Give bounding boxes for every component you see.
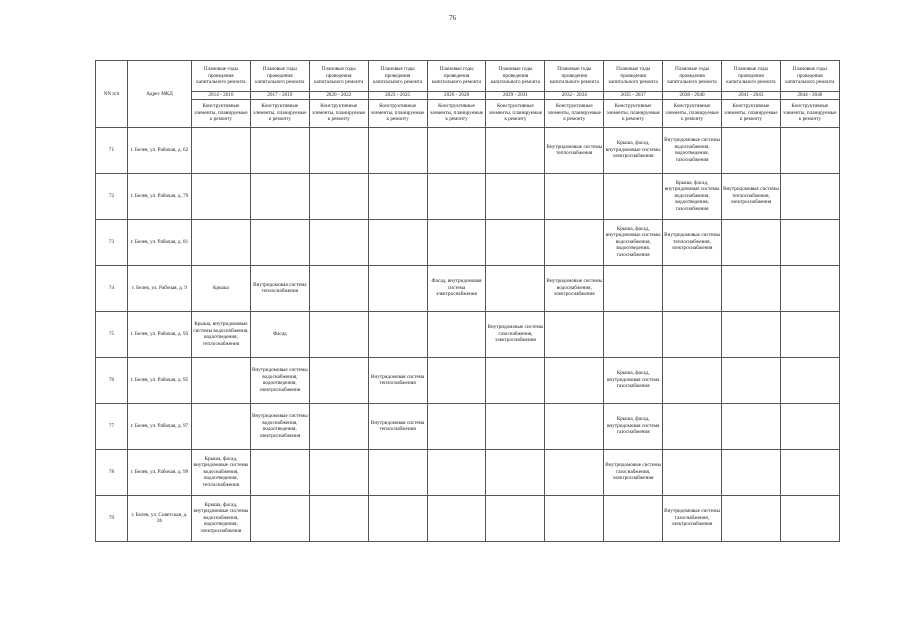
repair-elements-cell xyxy=(722,311,781,357)
table-row xyxy=(96,265,840,311)
repair-elements-cell xyxy=(250,219,309,265)
repair-elements-cell xyxy=(427,173,486,219)
header-period-title: Плановые годы проведения капитального ремонта xyxy=(722,61,781,92)
repair-elements-cell xyxy=(486,173,545,219)
repair-elements-cell xyxy=(192,127,251,173)
repair-elements-cell: Внутридомовые системы водоснабжения, водоотведения, газоснабжения xyxy=(663,127,722,173)
repair-elements-cell xyxy=(427,219,486,265)
table-row xyxy=(96,495,840,541)
repair-elements-cell xyxy=(309,265,368,311)
header-nn: NN п/п xyxy=(96,61,128,128)
row-address: г. Белев, ул. Рабочая, д. 95 xyxy=(128,357,192,403)
header-period-title: Плановые годы проведения капитального ремонта xyxy=(663,61,722,92)
repair-elements-cell xyxy=(192,403,251,449)
header-period-title: Плановые годы проведения капитального ремонта xyxy=(427,61,486,92)
repair-elements-cell xyxy=(780,357,839,403)
header-elements-title: Конструктивные элементы, планируемые к ремонту xyxy=(722,99,781,127)
repair-elements-cell xyxy=(368,311,427,357)
capital-repair-schedule-table xyxy=(95,60,840,542)
repair-elements-cell xyxy=(663,311,722,357)
repair-elements-cell: Внутридомовые системы теплоснабжения xyxy=(545,127,604,173)
repair-elements-cell: Крыша, внутридомовые системы водоснабжения, водоотведения, теплоснабжения xyxy=(192,311,251,357)
repair-elements-cell: Внутридомовые системы газоснабжения, электроснабжения xyxy=(663,495,722,541)
header-period-title: Плановые годы проведения капитального ремонта xyxy=(604,61,663,92)
header-elements-title: Конструктивные элементы, планируемые к ремонту xyxy=(427,99,486,127)
table-row xyxy=(96,311,840,357)
repair-elements-cell xyxy=(309,173,368,219)
repair-elements-cell xyxy=(486,449,545,495)
repair-elements-cell: Внутридомовые системы водоснабжения, водоотведения, электроснабжения xyxy=(250,403,309,449)
repair-elements-cell xyxy=(309,403,368,449)
repair-elements-cell xyxy=(427,127,486,173)
repair-elements-cell: Крыша, фасад, внутридомовые системы электроснабжения xyxy=(604,127,663,173)
repair-elements-cell: Внутридомовые системы теплоснабжения, электроснабжения xyxy=(663,219,722,265)
row-number: 75 xyxy=(96,311,128,357)
header-period-years: 2032 - 2034 xyxy=(545,92,604,100)
repair-elements-cell: Крыша, фасад, внутридомовые системы водоснабжения, водоотведения, газоснабжения xyxy=(604,219,663,265)
repair-elements-cell xyxy=(486,357,545,403)
header-address: Адрес МКД xyxy=(128,61,192,128)
repair-elements-cell xyxy=(486,265,545,311)
header-period-years: 2029 - 2031 xyxy=(486,92,545,100)
repair-elements-cell: Внутридомовая система теплоснабжения xyxy=(368,403,427,449)
row-number: 72 xyxy=(96,173,128,219)
header-elements-title: Конструктивные элементы, планируемые к ремонту xyxy=(309,99,368,127)
header-elements-title: Конструктивные элементы, планируемые к ремонту xyxy=(250,99,309,127)
repair-elements-cell: Внутридомовая система теплоснабжения xyxy=(368,357,427,403)
repair-elements-cell xyxy=(250,495,309,541)
repair-elements-cell xyxy=(722,219,781,265)
repair-elements-cell xyxy=(722,265,781,311)
header-period-title: Плановые годы проведения капитального ремонта xyxy=(545,61,604,92)
header-period-years: 2035 - 2037 xyxy=(604,92,663,100)
repair-elements-cell xyxy=(250,127,309,173)
repair-elements-cell: Внутридомовые системы водоснабжения, водоотведения, электроснабжения xyxy=(250,357,309,403)
row-address: г. Белев, ул. Рабочая, д. 9 xyxy=(128,265,192,311)
row-number: 73 xyxy=(96,219,128,265)
repair-elements-cell xyxy=(722,357,781,403)
header-period-title: Плановые годы проведения капитального ремонта xyxy=(309,61,368,92)
repair-elements-cell xyxy=(604,495,663,541)
repair-elements-cell xyxy=(780,403,839,449)
header-period-years: 2026 - 2028 xyxy=(427,92,486,100)
header-row-period-titles xyxy=(96,61,840,92)
row-number: 74 xyxy=(96,265,128,311)
repair-elements-cell xyxy=(780,219,839,265)
repair-elements-cell xyxy=(545,357,604,403)
repair-elements-cell xyxy=(309,219,368,265)
repair-elements-cell: Крыша xyxy=(192,265,251,311)
row-address: г. Белев, ул. Рабочая, д. 79 xyxy=(128,173,192,219)
repair-elements-cell: Крыша, фасад, внутридомовые системы водоснабжения, водоотведения, теплоснабжения xyxy=(192,449,251,495)
repair-elements-cell xyxy=(368,173,427,219)
repair-elements-cell xyxy=(780,449,839,495)
row-address: г. Белев, ул. Рабочая, д. 99 xyxy=(128,449,192,495)
row-number: 71 xyxy=(96,127,128,173)
repair-elements-cell xyxy=(545,449,604,495)
repair-elements-cell xyxy=(368,449,427,495)
repair-elements-cell xyxy=(309,495,368,541)
repair-elements-cell xyxy=(427,449,486,495)
header-row-periods xyxy=(96,92,840,100)
header-elements-title: Конструктивные элементы, планируемые к ремонту xyxy=(486,99,545,127)
page-number: 76 xyxy=(449,14,456,22)
header-period-years: 2041 - 2043 xyxy=(722,92,781,100)
row-address: г. Белев, ул. Рабочая, д. 93 xyxy=(128,311,192,357)
header-period-years: 2044 - 2046 xyxy=(780,92,839,100)
repair-elements-cell xyxy=(368,127,427,173)
repair-elements-cell xyxy=(250,173,309,219)
repair-elements-cell xyxy=(309,127,368,173)
header-period-years: 2014 - 2016 xyxy=(192,92,251,100)
repair-elements-cell xyxy=(545,403,604,449)
repair-elements-cell xyxy=(604,311,663,357)
repair-elements-cell xyxy=(486,127,545,173)
repair-elements-cell xyxy=(663,449,722,495)
repair-elements-cell xyxy=(250,449,309,495)
repair-elements-cell xyxy=(192,357,251,403)
table-row xyxy=(96,449,840,495)
repair-elements-cell: Внутридомовые системы теплоснабжения, электроснабжения xyxy=(722,173,781,219)
repair-elements-cell xyxy=(309,449,368,495)
repair-elements-cell xyxy=(192,173,251,219)
repair-elements-cell xyxy=(368,219,427,265)
row-address: г. Белев, ул. Советская, д. 26 xyxy=(128,495,192,541)
header-period-title: Плановые годы проведения капитального ремонта xyxy=(780,61,839,92)
header-elements-title: Конструктивные элементы, планируемые к ремонту xyxy=(780,99,839,127)
repair-elements-cell xyxy=(722,127,781,173)
repair-elements-cell xyxy=(545,311,604,357)
repair-elements-cell xyxy=(663,265,722,311)
repair-elements-cell xyxy=(427,311,486,357)
table-row xyxy=(96,403,840,449)
repair-elements-cell: Фасад, внутридомовая система электроснабжения xyxy=(427,265,486,311)
table-row xyxy=(96,127,840,173)
header-period-years: 2020 - 2022 xyxy=(309,92,368,100)
header-elements-title: Конструктивные элементы, планируемые к ремонту xyxy=(604,99,663,127)
repair-elements-cell xyxy=(722,449,781,495)
header-elements-title: Конструктивные элементы, планируемые к ремонту xyxy=(192,99,251,127)
repair-elements-cell xyxy=(368,265,427,311)
header-elements-title: Конструктивные элементы, планируемые к ремонту xyxy=(368,99,427,127)
repair-elements-cell xyxy=(604,173,663,219)
repair-elements-cell xyxy=(722,403,781,449)
repair-elements-cell xyxy=(663,403,722,449)
repair-elements-cell xyxy=(368,495,427,541)
header-period-years: 2023 - 2025 xyxy=(368,92,427,100)
header-period-title: Плановые годы проведения капитального ремонта xyxy=(486,61,545,92)
repair-elements-cell xyxy=(309,311,368,357)
repair-elements-cell: Внутридомовые системы газоснабжения, электроснабжения xyxy=(604,449,663,495)
repair-elements-cell xyxy=(309,357,368,403)
repair-elements-cell xyxy=(780,311,839,357)
repair-elements-cell: Крыша, фасад, внутридомовые системы водоснабжения, водоотведения, электроснабжения xyxy=(192,495,251,541)
row-address: г. Белев, ул. Рабочая, д. 81 xyxy=(128,219,192,265)
repair-elements-cell xyxy=(486,219,545,265)
repair-elements-cell xyxy=(427,357,486,403)
header-row-elements xyxy=(96,99,840,127)
repair-elements-cell: Внутридомовые системы газоснабжения, электроснабжения xyxy=(486,311,545,357)
row-number: 76 xyxy=(96,357,128,403)
repair-elements-cell: Крыша, фасад, внутридомовая система газоснабжения xyxy=(604,403,663,449)
header-period-title: Плановые годы проведения капитального ремонта xyxy=(250,61,309,92)
row-number: 77 xyxy=(96,403,128,449)
repair-elements-cell xyxy=(722,495,781,541)
table-row xyxy=(96,173,840,219)
repair-elements-cell xyxy=(545,495,604,541)
repair-elements-cell xyxy=(780,495,839,541)
repair-elements-cell xyxy=(427,495,486,541)
repair-elements-cell: Крыша, фасад, внутридомовые системы водоснабжения, водоотведения, газоснабжения xyxy=(663,173,722,219)
row-number: 78 xyxy=(96,449,128,495)
repair-elements-cell xyxy=(780,127,839,173)
repair-elements-cell xyxy=(604,265,663,311)
table-body xyxy=(96,127,840,541)
header-period-title: Плановые годы проведения капитального ремонта xyxy=(192,61,251,92)
repair-elements-cell xyxy=(486,495,545,541)
header-elements-title: Конструктивные элементы, планируемые к ремонту xyxy=(545,99,604,127)
repair-elements-cell: Фасад xyxy=(250,311,309,357)
repair-elements-cell: Внутридомовая система теплоснабжения xyxy=(250,265,309,311)
repair-elements-cell xyxy=(545,173,604,219)
repair-elements-cell xyxy=(486,403,545,449)
row-number: 79 xyxy=(96,495,128,541)
row-address: г. Белев, ул. Рабочая, д. 97 xyxy=(128,403,192,449)
repair-elements-cell xyxy=(192,219,251,265)
repair-elements-cell xyxy=(780,173,839,219)
header-elements-title: Конструктивные элементы, планируемые к ремонту xyxy=(663,99,722,127)
repair-elements-cell: Внутридомовые системы водоснабжения, электроснабжения xyxy=(545,265,604,311)
row-address: г. Белев, ул. Рабочая, д. 62 xyxy=(128,127,192,173)
header-period-title: Плановые годы проведения капитального ремонта xyxy=(368,61,427,92)
table-row xyxy=(96,357,840,403)
table-row xyxy=(96,219,840,265)
repair-elements-cell xyxy=(427,403,486,449)
repair-elements-cell: Крыша, фасад, внутридомовая система газоснабжения xyxy=(604,357,663,403)
repair-elements-cell xyxy=(545,219,604,265)
header-period-years: 2038 - 2040 xyxy=(663,92,722,100)
repair-elements-cell xyxy=(780,265,839,311)
repair-elements-cell xyxy=(663,357,722,403)
header-period-years: 2017 - 2019 xyxy=(250,92,309,100)
